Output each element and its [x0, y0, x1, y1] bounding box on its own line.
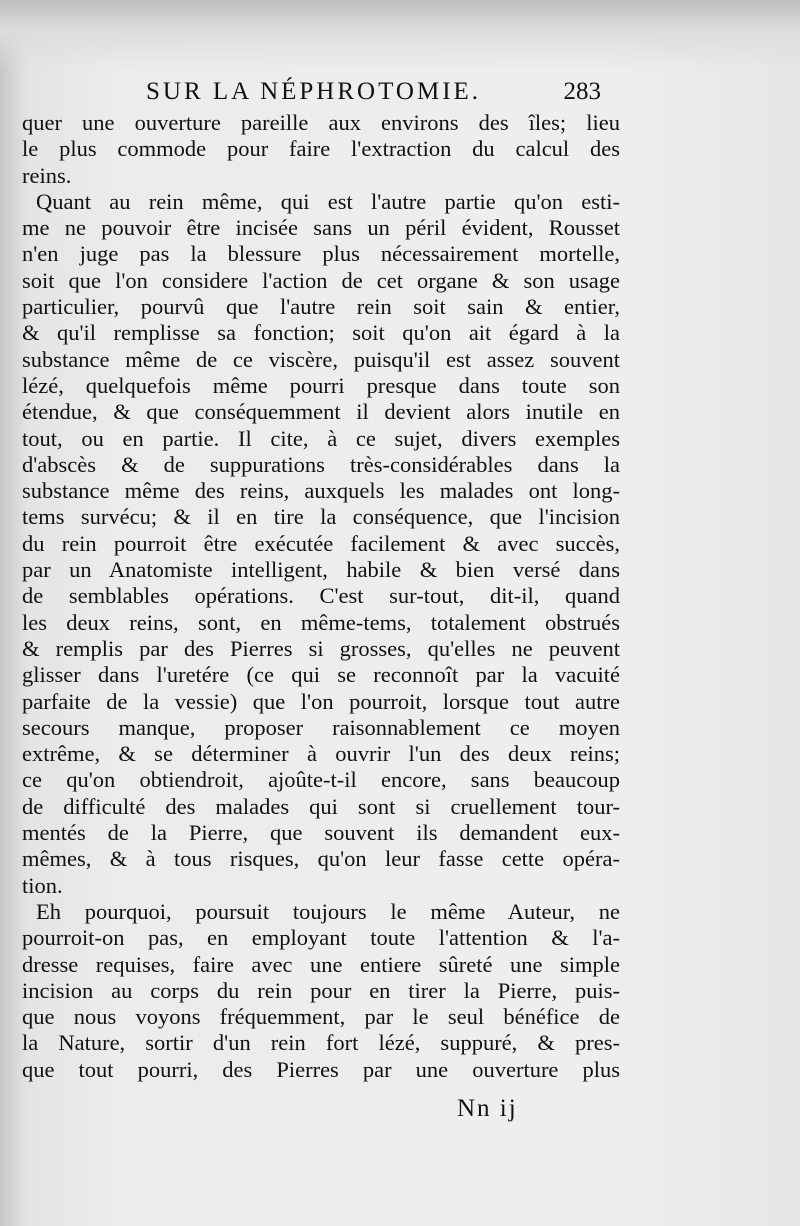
text-line: lézé, quelquefois même pourri presque dans toute son	[22, 372, 620, 398]
text-line: la Nature, sortir d'un rein fort lézé, suppuré, & pres-	[22, 1030, 620, 1056]
text-line: particulier, pourvû que l'autre rein soit sain & entier,	[22, 294, 620, 320]
page-shadow	[0, 0, 800, 70]
page-header	[146, 78, 601, 112]
text-line: extrême, & se déterminer à ouvrir l'un des deux reins;	[22, 741, 620, 767]
text-line: tout, ou en partie. Il cite, à ce sujet, divers exemples	[22, 425, 620, 451]
text-line: les deux reins, sont, en même-tems, totalement obstrués	[22, 609, 620, 635]
signature-mark: Nn ij	[457, 1095, 518, 1122]
text-line: tems survécu; & il en tire la conséquence, que l'incision	[22, 504, 620, 530]
text-line: du rein pourroit être exécutée facilement & avec succès,	[22, 530, 620, 556]
text-line: parfaite de la vessie) que l'on pourroit, lorsque tout autre	[22, 688, 620, 714]
text-line: n'en juge pas la blessure plus nécessairement mortelle,	[22, 241, 620, 267]
text-line: substance même de ce viscère, puisqu'il est assez souvent	[22, 346, 620, 372]
text-line: par un Anatomiste intelligent, habile & bien versé dans	[22, 557, 620, 583]
body-text	[22, 110, 620, 1083]
running-title: SUR LA NÉPHROTOMIE.	[146, 78, 482, 105]
text-line: dresse requises, faire avec une entiere sûreté une simple	[22, 951, 620, 977]
text-line: de semblables opérations. C'est sur-tout, dit-il, quand	[22, 583, 620, 609]
text-line: mentés de la Pierre, que souvent ils demandent eux-	[22, 820, 620, 846]
text-line: pourroit-on pas, en employant toute l'attention & l'a-	[22, 925, 620, 951]
text-line: me ne pouvoir être incisée sans un péril évident, Rousset	[22, 215, 620, 241]
text-line: & qu'il remplisse sa fonction; soit qu'on ait égard à la	[22, 320, 620, 346]
text-line: ce qu'on obtiendroit, ajoûte-t-il encore, sans beaucoup	[22, 767, 620, 793]
text-line: mêmes, & à tous risques, qu'on leur fasse cette opéra-	[22, 846, 620, 872]
text-line: reins.	[22, 162, 72, 188]
paragraph-start-line: Quant au rein même, qui est l'autre partie qu'on esti-	[36, 188, 620, 214]
text-line: glisser dans l'uretére (ce qui se reconnoît par la vacuité	[22, 662, 620, 688]
text-line: de difficulté des malades qui sont si cruellement tour-	[22, 793, 620, 819]
text-line: que tout pourri, des Pierres par une ouverture plus	[22, 1056, 620, 1082]
text-line: secours manque, proposer raisonnablement ce moyen	[22, 714, 620, 740]
text-line: que nous voyons fréquemment, par le seul bénéfice de	[22, 1004, 620, 1030]
text-line: quer une ouverture pareille aux environs des îles; lieu	[22, 110, 620, 135]
text-line: incision au corps du rein pour en tirer la Pierre, puis-	[22, 977, 620, 1003]
text-line: d'abscès & de suppurations très-considérables dans la	[22, 451, 620, 477]
text-line: & remplis par des Pierres si grosses, qu'elles ne peuvent	[22, 635, 620, 661]
text-line: étendue, & que conséquemment il devient alors inutile en	[22, 399, 620, 425]
text-line: le plus commode pour faire l'extraction du calcul des	[22, 136, 620, 162]
paragraph-start-line: Eh pourquoi, poursuit toujours le même Auteur, ne	[36, 898, 620, 924]
page-number: 283	[563, 78, 601, 105]
text-line: substance même des reins, auxquels les malades ont long-	[22, 478, 620, 504]
text-line: tion.	[22, 872, 63, 898]
text-line: soit que l'on considere l'action de cet organe & son usage	[22, 267, 620, 293]
